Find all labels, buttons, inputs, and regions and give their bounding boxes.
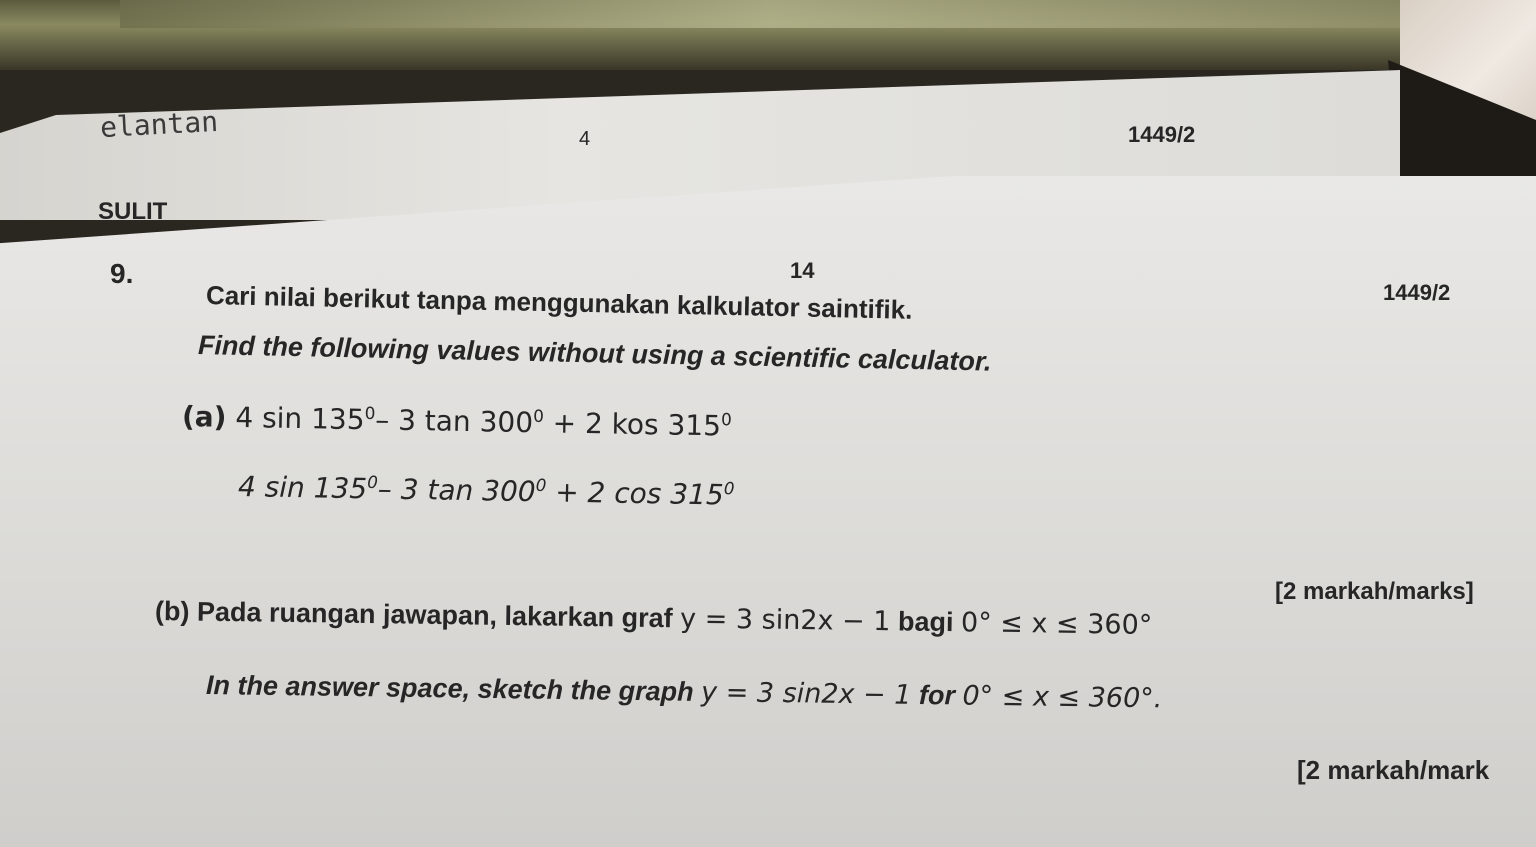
degree-mark: 0 (723, 478, 735, 499)
graph-equation: y = 3 sin2x − 1 (700, 676, 912, 711)
paper-code: 1449/2 (1383, 280, 1451, 305)
classification-label: SULIT (98, 198, 168, 225)
part-b-marks: [2 markah/mark (1297, 755, 1490, 785)
degree-mark: 0 (367, 471, 379, 493)
expr-term: 4 sin 135 (235, 400, 365, 437)
domain-range: 0° ≤ x ≤ 360° (960, 607, 1153, 641)
back-paper-code: 1449/2 (1128, 122, 1196, 147)
expr-term: – 3 tan 300 (374, 403, 534, 440)
back-page-number: 4 (579, 128, 591, 150)
expr-term: + 2 kos 315 (543, 406, 722, 443)
handwritten-note: elantan (99, 104, 219, 145)
front-paper-sheet (0, 176, 1536, 847)
connector-english: for (918, 679, 956, 711)
expr-term: – 3 tan 300 (377, 472, 536, 509)
graph-equation: y = 3 sin2x − 1 (679, 603, 891, 638)
part-a-marks: [2 markah/marks] (1275, 578, 1474, 605)
degree-mark: 0 (720, 409, 732, 430)
part-b-label: (b) (154, 596, 190, 627)
connector-malay: bagi (897, 606, 954, 638)
background-highlight (120, 0, 1420, 28)
degree-mark: 0 (533, 405, 545, 426)
degree-mark: 0 (535, 474, 547, 496)
degree-mark: 0 (364, 402, 376, 424)
page-number: 14 (790, 258, 815, 283)
instruction-malay: Cari nilai berikut tanpa menggunakan kalkulator saintifik. (205, 280, 913, 325)
question-number: 9. (110, 258, 134, 289)
instruction-english: Find the following values without using a scientific calculator. (197, 330, 992, 377)
expr-term: + 2 cos 315 (546, 475, 725, 512)
part-b-text-malay: Pada ruangan jawapan, lakarkan graf (196, 596, 673, 634)
part-a-label: (a) (181, 400, 227, 434)
part-b-text-english: In the answer space, sketch the graph (205, 670, 694, 707)
domain-range: 0° ≤ x ≤ 360°. (962, 680, 1163, 715)
expr-term: 4 sin 135 (237, 470, 368, 506)
